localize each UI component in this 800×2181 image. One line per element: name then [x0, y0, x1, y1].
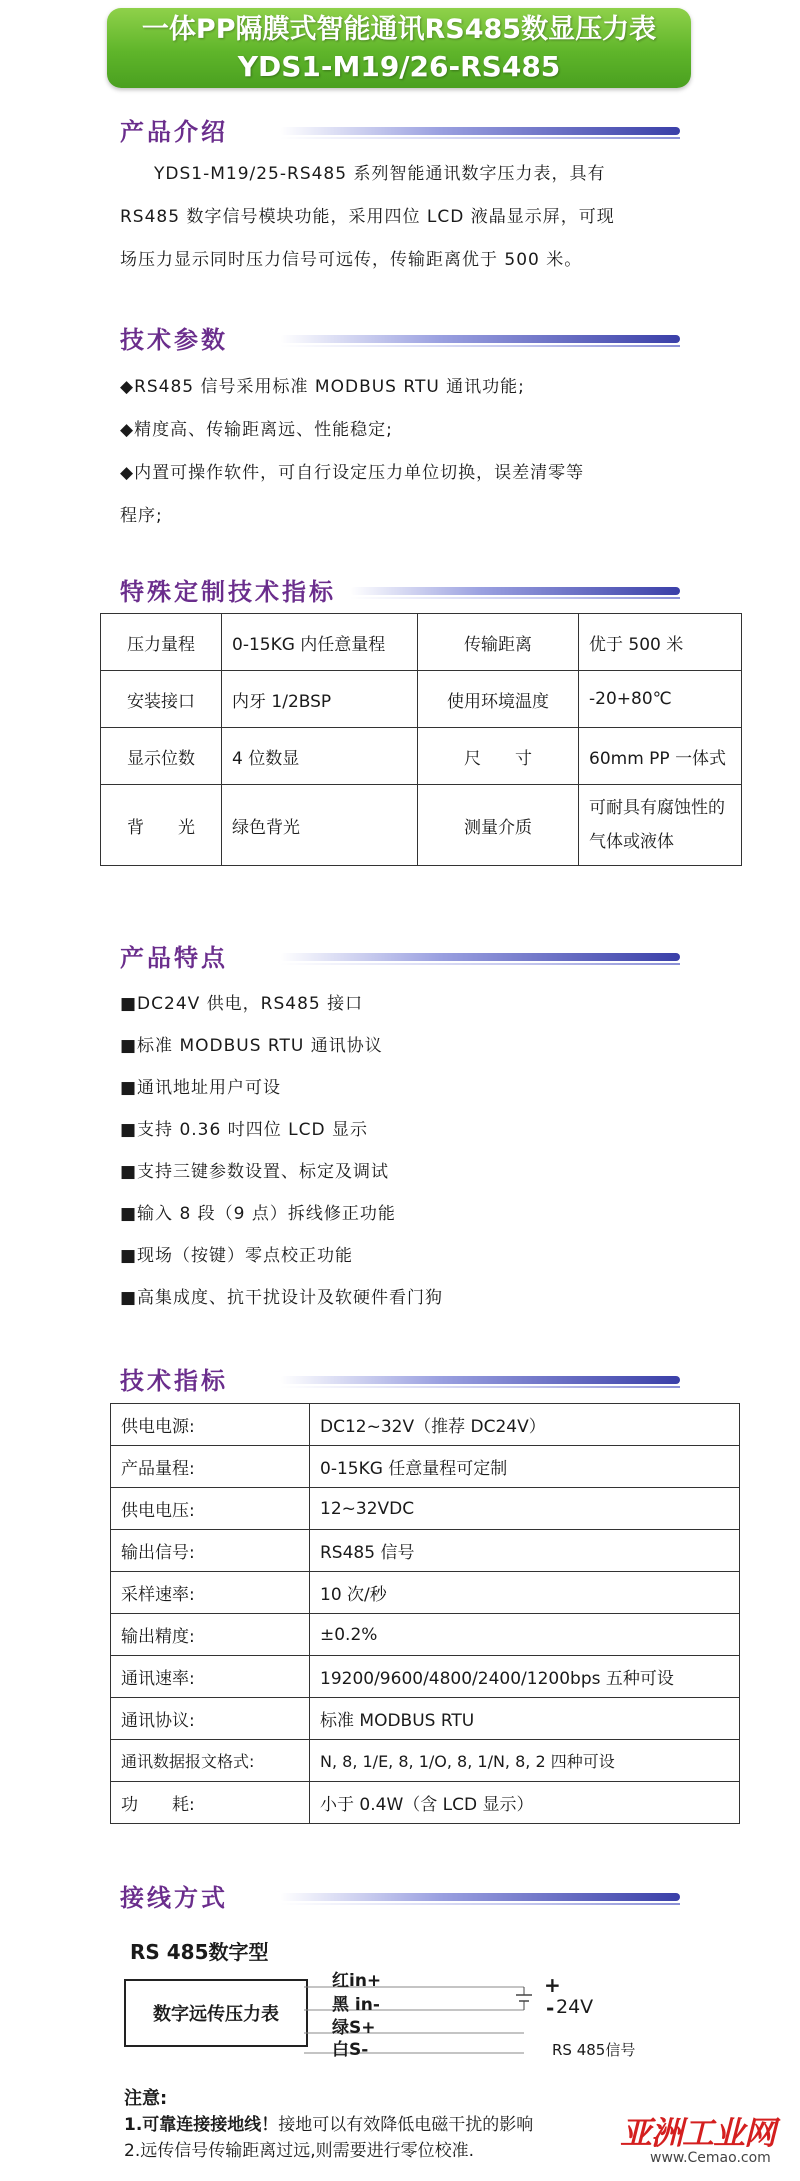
note-1	[124, 2110, 533, 2135]
power-voltage-label: 24V	[556, 1996, 594, 2018]
signal-label: RS 485信号	[552, 2041, 636, 2059]
intro-line-3: 场压力显示同时压力信号可远传，传输距离优于 500 米。	[120, 250, 583, 270]
title-banner	[107, 8, 691, 88]
feature-item: ■通讯地址用户可设	[120, 1078, 282, 1098]
section-title-params: 技术参数	[120, 325, 228, 354]
table-row	[101, 614, 742, 671]
notes-title: 注意:	[124, 2088, 168, 2109]
section-decor-bar	[280, 1376, 680, 1384]
feature-item: ■高集成度、抗干扰设计及软硬件看门狗	[120, 1288, 444, 1308]
section-header-features	[120, 940, 680, 976]
title-line-2: YDS1-M19/26-RS485	[237, 50, 561, 83]
wiring-device-label: 数字远传压力表	[153, 2004, 279, 2025]
table-cell: -20+80℃	[579, 671, 742, 728]
table-cell: 通讯数据报文格式:	[111, 1740, 310, 1782]
section-decor-line	[350, 597, 680, 599]
title-line-1: 一体PP隔膜式智能通讯RS485数显压力表	[141, 14, 657, 45]
table-row	[111, 1488, 740, 1530]
table-cell: 尺 寸	[418, 728, 579, 785]
wire-red: 红in+	[332, 1971, 382, 1991]
table-row	[111, 1404, 740, 1446]
table-row	[111, 1614, 740, 1656]
features-list	[120, 983, 443, 1319]
power-minus-symbol: -	[546, 1996, 555, 2020]
params-list	[120, 366, 584, 538]
table-cell: 通讯协议:	[111, 1698, 310, 1740]
table-cell: 安装接口	[101, 671, 222, 728]
section-title-wiring: 接线方式	[120, 1883, 228, 1912]
section-title-intro: 产品介绍	[120, 117, 228, 146]
section-header-params	[120, 322, 680, 358]
feature-item: ■DC24V 供电，RS485 接口	[120, 994, 364, 1014]
section-decor-line	[280, 137, 680, 139]
table-row	[111, 1572, 740, 1614]
table-cell: 优于 500 米	[579, 614, 742, 671]
section-decor-line	[280, 1903, 680, 1905]
section-decor-bar	[280, 127, 680, 135]
params-item: 程序;	[120, 506, 163, 526]
table-row	[111, 1656, 740, 1698]
table-row	[111, 1740, 740, 1782]
custom-spec-table	[100, 613, 742, 866]
table-row	[111, 1782, 740, 1824]
wire-green: 绿S+	[332, 2018, 376, 2038]
table-cell: ±0.2%	[310, 1614, 740, 1656]
table-row	[101, 728, 742, 785]
table-row	[111, 1530, 740, 1572]
section-title-specs: 技术指标	[120, 1366, 228, 1395]
intro-line-2: RS485 数字信号模块功能，采用四位 LCD 液晶显示屏，可现	[120, 207, 615, 227]
table-cell: 10 次/秒	[310, 1572, 740, 1614]
table-cell: 输出信号:	[111, 1530, 310, 1572]
feature-item: ■现场（按键）零点校正功能	[120, 1246, 354, 1266]
table-cell: 通讯速率:	[111, 1656, 310, 1698]
power-plus-symbol: +	[544, 1973, 561, 1997]
table-cell: 背 光	[101, 785, 222, 866]
table-cell: 可耐具有腐蚀性的气体或液体	[579, 785, 742, 866]
table-cell: 压力量程	[101, 614, 222, 671]
section-decor-bar	[350, 587, 680, 595]
table-row	[111, 1698, 740, 1740]
table-cell: N, 8, 1/E, 8, 1/O, 8, 1/N, 8, 2 四种可设	[310, 1740, 740, 1782]
table-cell: 绿色背光	[222, 785, 418, 866]
table-cell: 小于 0.4W（含 LCD 显示）	[310, 1782, 740, 1824]
table-cell: 19200/9600/4800/2400/1200bps 五种可设	[310, 1656, 740, 1698]
note-1-text: 接地可以有效降低电磁干扰的影响	[278, 2115, 534, 2135]
table-cell: 使用环境温度	[418, 671, 579, 728]
table-cell: 传输距离	[418, 614, 579, 671]
watermark-url: www.Cemao.com	[650, 2150, 771, 2166]
note-1-emphasis: 1.可靠连接接地线！	[124, 2115, 279, 2135]
intro-line-1: YDS1-M19/25-RS485 系列智能通讯数字压力表，具有	[154, 164, 606, 184]
table-cell: 输出精度:	[111, 1614, 310, 1656]
table-cell: 采样速率:	[111, 1572, 310, 1614]
table-cell: 标准 MODBUS RTU	[310, 1698, 740, 1740]
table-row	[101, 671, 742, 728]
table-cell: 4 位数显	[222, 728, 418, 785]
wire-black: 黑 in-	[332, 1995, 380, 2015]
feature-item: ■输入 8 段（9 点）拆线修正功能	[120, 1204, 396, 1224]
feature-item: ■支持 0.36 吋四位 LCD 显示	[120, 1120, 368, 1140]
spec-table	[110, 1403, 740, 1824]
section-header-wiring	[120, 1880, 680, 1916]
table-cell: 供电电源:	[111, 1404, 310, 1446]
table-cell: RS485 信号	[310, 1530, 740, 1572]
table-row	[101, 785, 742, 866]
section-header-specs	[120, 1363, 680, 1399]
table-cell: 供电电压:	[111, 1488, 310, 1530]
section-decor-bar	[280, 1893, 680, 1901]
wiring-type-label: RS 485数字型	[130, 1940, 269, 1964]
table-cell: 60mm PP 一体式	[579, 728, 742, 785]
section-decor-line	[280, 1386, 680, 1388]
table-cell: 0-15KG 任意量程可定制	[310, 1446, 740, 1488]
section-title-features: 产品特点	[120, 943, 228, 972]
wire-white: 白S-	[332, 2040, 369, 2060]
table-cell: 测量介质	[418, 785, 579, 866]
table-cell: 显示位数	[101, 728, 222, 785]
section-header-custom	[120, 574, 680, 610]
params-item: ◆精度高、传输距离远、性能稳定;	[120, 420, 393, 440]
wiring-device-box	[124, 1979, 308, 2047]
table-row	[111, 1446, 740, 1488]
table-cell: 内牙 1/2BSP	[222, 671, 418, 728]
note-2: 2.远传信号传输距离过远,则需要进行零位校准.	[124, 2141, 475, 2161]
section-decor-line	[280, 963, 680, 965]
params-item: ◆RS485 信号采用标准 MODBUS RTU 通讯功能;	[120, 377, 525, 397]
intro-paragraph	[120, 153, 680, 282]
feature-item: ■支持三键参数设置、标定及调试	[120, 1162, 390, 1182]
feature-item: ■标准 MODBUS RTU 通讯协议	[120, 1036, 383, 1056]
section-decor-bar	[280, 953, 680, 961]
table-cell: 功 耗:	[111, 1782, 310, 1824]
params-item: ◆内置可操作软件，可自行设定压力单位切换，误差清零等	[120, 463, 585, 483]
table-cell: 12~32VDC	[310, 1488, 740, 1530]
section-decor-line	[280, 345, 680, 347]
section-header-intro	[120, 114, 680, 150]
section-title-custom: 特殊定制技术指标	[120, 577, 336, 606]
table-cell: DC12~32V（推荐 DC24V）	[310, 1404, 740, 1446]
table-cell: 产品量程:	[111, 1446, 310, 1488]
watermark-logo: 亚洲工业网	[620, 2114, 776, 2152]
table-cell: 0-15KG 内任意量程	[222, 614, 418, 671]
section-decor-bar	[280, 335, 680, 343]
